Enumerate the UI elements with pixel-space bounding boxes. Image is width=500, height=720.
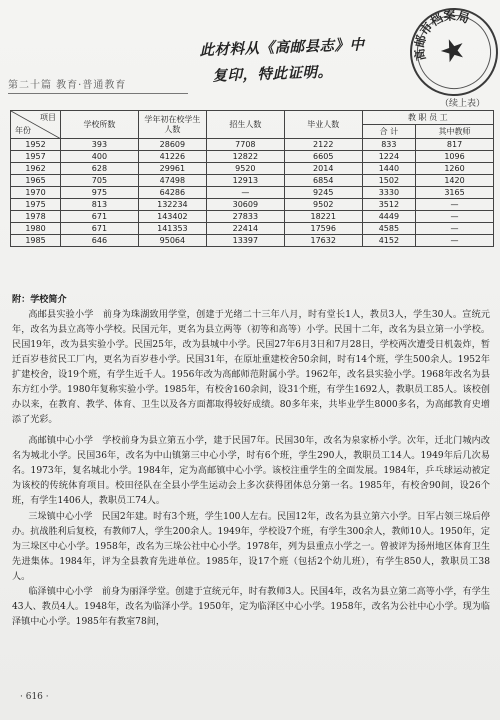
note-line-2: 复印，特此证明。 — [212, 63, 333, 85]
chapter-header: 第二十篇 教育·普通教育 — [8, 76, 188, 94]
paragraph-linze-town-school: 临泽镇中心小学 前身为丽泽学堂。创建于宣统元年，时有教师3人。民国4年，改名为县立第二高等小学，有学生43人、教员4人。1948年，改名为临泽小学。1950年，定为临泽区中心小学。1958年，改名为公社中心小学。现为临泽镇中心小学。1985年有教室78间， — [12, 587, 490, 627]
table-cell: 141353 — [138, 223, 206, 235]
continued-label: （续上表） — [440, 99, 486, 109]
table-cell: 95064 — [138, 235, 206, 247]
table-cell: 13397 — [206, 235, 284, 247]
table-row — [11, 235, 494, 247]
table-cell: 393 — [61, 139, 139, 151]
header-staff-total: 合 计 — [362, 125, 415, 139]
table-cell: 9502 — [284, 199, 362, 211]
table-cell-year: 1985 — [11, 235, 61, 247]
table-cell: 4152 — [362, 235, 415, 247]
table-cell: 18221 — [284, 211, 362, 223]
table-cell-year: 1975 — [11, 199, 61, 211]
table-cell: — — [416, 223, 494, 235]
table-cell: 2122 — [284, 139, 362, 151]
table-cell: 132234 — [138, 199, 206, 211]
table-cell-year: 1957 — [11, 151, 61, 163]
table-cell: 41226 — [138, 151, 206, 163]
table-cell: — — [416, 235, 494, 247]
table-cell: 671 — [61, 223, 139, 235]
paragraph-gaoyou-town-school: 高邮镇中心小学 学校前身为县立第五小学，建于民国7年。民国30年，改名为泉家桥小学。次年，迁北门城内改名为城北小学。民国36年，改名为中山镇第三中心小学，时有6个班，学生290人，教职员工14人。1949年后几次易名。1973年，复名城北小学。1984年，定为高邮镇中心小学。该校注重学生的全面发展。1984年，乒乓球运动被定为该校的传统体育项目。校田径队在全县小学生运动会上多次获得团体总分第一名。1985年，有校舍90间，设26个班，有学生1406人，教职员工74人。 — [12, 436, 490, 506]
table-cell: 4585 — [362, 223, 415, 235]
table-cell: 975 — [61, 187, 139, 199]
table-cell: 1096 — [416, 151, 494, 163]
table-cell: 1440 — [362, 163, 415, 175]
table-cell-year: 1980 — [11, 223, 61, 235]
table-cell: 2014 — [284, 163, 362, 175]
header-enrolled: 招生人数 — [206, 111, 284, 139]
official-seal — [398, 0, 500, 108]
seal-star-icon: ★ — [434, 29, 472, 72]
table-cell-year: 1965 — [11, 175, 61, 187]
header-schools: 学校所数 — [61, 111, 139, 139]
header-item: 项目 — [40, 113, 56, 122]
table-cell: 3165 — [416, 187, 494, 199]
table-cell: 3330 — [362, 187, 415, 199]
table-cell: 813 — [61, 199, 139, 211]
table-cell: 17632 — [284, 235, 362, 247]
table-row — [11, 163, 494, 175]
header-staff: 教 职 员 工 — [362, 111, 493, 125]
table-cell: 646 — [61, 235, 139, 247]
handwritten-note — [199, 30, 431, 90]
table-cell: 12913 — [206, 175, 284, 187]
paragraph-experimental-school: 高邮县实验小学 前身为珠湖致用学堂，创建于光绪二十三年八月，时有堂长1人，教员3人，学生30人。宣统元年，改名为县立高等小学校。民国元年，更名为县立两等（初等和高等）小学。民国十二年，改名为县立第一小学校。民国19年，改为县实验小学。民国25年，改为县城中小学。民国27年6月3日和7月28日，学校两次遭受日机轰炸，暂迁百岁巷贫民工厂内，更名为百岁巷小学。民国31年，在原址重建校舍50余间，时有14个班，学生500余人。1952年扩建校舍，设19个班，有学生近千人。1956年改为高邮师范附属小学。1962年，改名县实验小学。1968年改名为县东方红小学。1980年复称实验小学。1985年，有校舍160余间，设31个班，有学生1692人，教职员工85人。该校创办以来，在教育、教学、体育、卫生以及各方面都取得较好成绩。80多年来，共毕业学生8000多名，为高邮教育史增添了光彩。 — [12, 310, 490, 425]
table-cell: — — [206, 187, 284, 199]
table-cell: 817 — [416, 139, 494, 151]
page-number: · 616 · — [20, 692, 49, 702]
table-cell: 1420 — [416, 175, 494, 187]
seal-text: 高邮市档案局 — [412, 8, 472, 62]
table-cell: 400 — [61, 151, 139, 163]
table-cell: 64286 — [138, 187, 206, 199]
table-body — [11, 139, 494, 247]
table-cell: 628 — [61, 163, 139, 175]
table-cell: 3512 — [362, 199, 415, 211]
table-cell: 6605 — [284, 151, 362, 163]
statistics-table — [10, 110, 494, 247]
table-cell: 9520 — [206, 163, 284, 175]
table-cell: 705 — [61, 175, 139, 187]
table-cell: 12822 — [206, 151, 284, 163]
table-cell: 47498 — [138, 175, 206, 187]
table-cell: 27833 — [206, 211, 284, 223]
table-row — [11, 199, 494, 211]
header-students: 学年初在校学生人数 — [138, 111, 206, 139]
table-cell: 4449 — [362, 211, 415, 223]
paragraph-sanduo-town-school: 三垛镇中心小学 民国2年建。时有3个班，学生100人左右。民国12年，改名为县立第六小学。日军占领三垛后停办。抗战胜利后复校，有教师7人，学生200余人。1949年，学校设7个班，有学生300余人，教师10人。1950年，定为三垛区中心小学。1958年，改名为三垛公社中心小学。1978年，列为县重点小学之一。曾被评为扬州地区体育卫生先进集体。1984年，评为全县教育先进单位。1985年，设17个班（包括2个幼儿班），有学生850人，教职员工38人。 — [12, 511, 490, 582]
note-line-1: 此材料从《高邮县志》中 — [199, 36, 365, 60]
table-cell: 9245 — [284, 187, 362, 199]
table-cell-year: 1978 — [11, 211, 61, 223]
table-cell: 30609 — [206, 199, 284, 211]
table-corner-header — [11, 111, 61, 139]
table-cell: 143402 — [138, 211, 206, 223]
table-cell-year: 1952 — [11, 139, 61, 151]
table-cell-year: 1962 — [11, 163, 61, 175]
table-row — [11, 139, 494, 151]
table-cell: 22414 — [206, 223, 284, 235]
table-cell: 28609 — [138, 139, 206, 151]
table-cell: 1260 — [416, 163, 494, 175]
table-row — [11, 151, 494, 163]
table-cell: 1224 — [362, 151, 415, 163]
table-row — [11, 223, 494, 235]
table-cell: 29961 — [138, 163, 206, 175]
header-year: 年份 — [15, 126, 31, 135]
header-teachers: 其中教师 — [416, 125, 494, 139]
table-cell-year: 1970 — [11, 187, 61, 199]
table-cell: 1502 — [362, 175, 415, 187]
table-row — [11, 175, 494, 187]
table-cell: 833 — [362, 139, 415, 151]
table-row — [11, 211, 494, 223]
table-cell: 6854 — [284, 175, 362, 187]
table-cell: — — [416, 211, 494, 223]
table-cell: 671 — [61, 211, 139, 223]
section-title: 附：学校简介 — [12, 294, 67, 305]
table-cell: 17596 — [284, 223, 362, 235]
table-cell: 7708 — [206, 139, 284, 151]
school-introductions — [12, 292, 490, 631]
table-cell: — — [416, 199, 494, 211]
header-graduates: 毕业人数 — [284, 111, 362, 139]
table-row — [11, 187, 494, 199]
